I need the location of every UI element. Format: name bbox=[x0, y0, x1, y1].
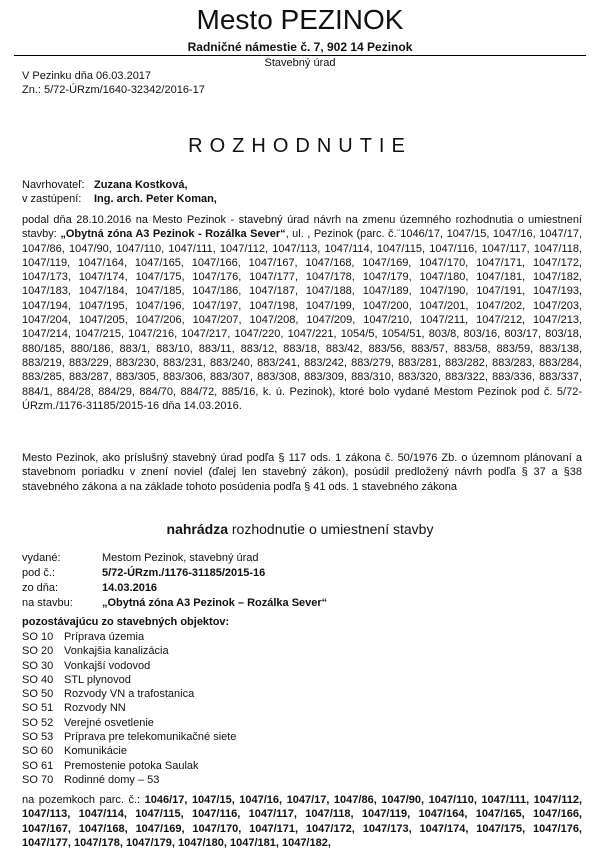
reference-number: Zn.: 5/72-ÚRzm/1640-32342/2016-17 bbox=[22, 84, 205, 96]
building-object-item bbox=[22, 759, 236, 773]
building-object-code: SO 61 bbox=[22, 759, 54, 772]
building-object-item bbox=[22, 659, 236, 673]
building-object-code: SO 52 bbox=[22, 716, 54, 729]
building-object-name: Príprava územia bbox=[64, 631, 145, 643]
construction-row bbox=[22, 596, 327, 610]
building-object-item bbox=[22, 701, 236, 715]
objects-list bbox=[22, 630, 236, 787]
decision-date-row bbox=[22, 581, 157, 595]
building-object-name: Komunikácie bbox=[64, 745, 127, 758]
building-object-name: Rozvody NN bbox=[64, 702, 126, 715]
decision-date-value: 14.03.2016 bbox=[102, 582, 158, 594]
building-object-code: SO 53 bbox=[22, 731, 54, 744]
replaces-statement bbox=[0, 521, 600, 537]
building-object-name: Premostenie potoka Saulak bbox=[64, 759, 199, 772]
building-object-code: SO 50 bbox=[22, 688, 54, 701]
representative-row bbox=[22, 192, 217, 206]
building-object-code: SO 20 bbox=[22, 645, 54, 658]
authority-paragraph: Mesto Pezinok, ako príslušný stavebný úrad podľa § 117 ods. 1 zákona č. 50/1976 Zb. o územnom plánovaní a stavebnom poriadku v znení noviel (ďalej len stavebný zákon), posúdil predložený návrh podľa § 37 a §38 stavebného zákona a na základe tohoto posúdenia podľa § 41 ods. 1 stavebného zákona bbox=[22, 452, 582, 493]
building-object-name: Príprava pre telekomunikačné siete bbox=[64, 731, 237, 744]
building-object-name: Rozvody VN a trafostanica bbox=[64, 688, 195, 701]
document-heading: ROZHODNUTIE bbox=[188, 135, 412, 157]
objects-title: pozostávajúcu zo stavebných objektov: bbox=[22, 616, 230, 628]
decision-number-row bbox=[22, 566, 265, 580]
building-object-item bbox=[22, 744, 236, 758]
construction-value: „Obytná zóna A3 Pezinok – Rozálka Sever“ bbox=[102, 597, 328, 609]
issued-by-value: Mestom Pezinok, stavebný úrad bbox=[102, 552, 259, 564]
building-object-item bbox=[22, 687, 236, 701]
proposal-paragraph bbox=[22, 213, 582, 413]
replaces-keyword: nahrádza bbox=[166, 521, 228, 537]
construction-label: na stavbu: bbox=[22, 597, 73, 609]
header-rule bbox=[14, 55, 586, 56]
decision-date-label: zo dňa: bbox=[22, 582, 59, 594]
building-object-item bbox=[22, 773, 236, 787]
applicant-row bbox=[22, 178, 188, 192]
decision-number-label: pod č.: bbox=[22, 567, 56, 579]
building-object-name: Rodinné domy – 53 bbox=[64, 773, 160, 786]
representative-label: v zastúpení: bbox=[22, 193, 82, 205]
replaces-rest: rozhodnutie o umiestnení stavby bbox=[228, 521, 434, 537]
building-object-name: Vonkajšia kanalizácia bbox=[64, 645, 169, 658]
issued-by-label: vydané: bbox=[22, 552, 61, 564]
issued-by-row bbox=[22, 551, 259, 565]
proposal-parcels: , ul. , Pezinok (parc. č.¨1046/17, 1047/15, 1047/16, 1047/17, 1047/86, 1047/90, 1047/110, 1047/111, 1047/112, 1047/113, 1047/114, 1047/115, 1047/116, 1047/117, 1047/118, 1047/119, 1047/164, 1047/165, 1047/166, 1047/167, 1047/168, 1047/169, 1047/170, 1047/171, 1047/172, 1047/173, 1047/174, 1047/175, 1047/176, 1047/177, 1047/178, 1047/179, 1047/180, 1047/181, 1047/182, 1047/183, 1047/184, 1047/185, 1047/186, 1047/187, 1047/188, 1047/189, 1047/190, 1047/191, 1047/193, 1047/194, 1047/195, 1047/196, 1047/197, 1047/198, 1047/199, 1047/200, 1047/201, 1047/202, 1047/203, 1047/204, 1047/205, 1047/206, 1047/207, 1047/208, 1047/209, 1047/210, 1047/211, 1047/212, 1047/213, 1047/214, 1047/215, 1047/216, 1047/217, 1047/220, 1047/221, 1054/5, 1054/51, 803/8, 803/16, 803/17, 803/18, 880/185, 880/186, 883/1, 883/10, 883/11, 883/12, 883/18, 883/42, 883/56, 883/57, 883/58, 883/59, 883/138, 883/219, 883/229, 883/230, 883/231, 883/240, 883/241, 883/242, 883/279, 883/281, 883/282, 883/283, 883/284, 883/285, 883/287, 883/305, 883/306, 883/307, 883/308, 883/309, 883/310, 883/320, 883/322, 883/336, 883/337, 884/1, 884/28, 884/29, 884/70, 884/72, 885/16, k. ú. Pezinok), ktoré bolo vydané Mestom Pezinok pod č. 5/72-ÚRzm./1176-31185/2015-16 dňa 14.03.2016. bbox=[22, 228, 582, 412]
project-name: „Obytná zóna A3 Pezinok - Rozálka Sever“ bbox=[60, 228, 286, 241]
office-name: Stavebný úrad bbox=[264, 57, 336, 69]
building-object-item bbox=[22, 630, 236, 644]
representative-name: Ing. arch. Peter Koman, bbox=[94, 193, 217, 205]
building-object-item bbox=[22, 730, 236, 744]
city-address: Radničné námestie č. 7, 902 14 Pezinok bbox=[187, 40, 413, 54]
decision-number-value: 5/72-ÚRzm./1176-31185/2015-16 bbox=[102, 567, 266, 579]
parcels-label: na pozemkoch parc. č.: bbox=[22, 794, 145, 806]
building-object-name: Verejné osvetlenie bbox=[64, 716, 154, 729]
building-object-code: SO 30 bbox=[22, 659, 54, 672]
date-line: V Pezinku dňa 06.03.2017 bbox=[22, 70, 152, 82]
building-object-code: SO 51 bbox=[22, 702, 54, 715]
parcels-list: 1046/17, 1047/15, 1047/16, 1047/17, 1047/86, 1047/90, 1047/110, 1047/111, 1047/112, 1047/113, 1047/114, 1047/115, 1047/116, 1047/117, 1047/118, 1047/119, 1047/164, 1047/165, 1047/166, 1047/167, 1047/168, 1047/169, 1047/170, 1047/171, 1047/172, 1047/173, 1047/174, 1047/175, 1047/176, 1047/177, 1047/178, 1047/179, 1047/180, 1047/181, 1047/182, bbox=[22, 794, 582, 850]
parcels-paragraph bbox=[22, 793, 582, 851]
building-object-code: SO 10 bbox=[22, 631, 54, 643]
building-object-code: SO 40 bbox=[22, 673, 54, 686]
building-object-item bbox=[22, 673, 236, 687]
building-object-item bbox=[22, 644, 236, 658]
proposal-intro: podal dňa 28.10.2016 na Mesto Pezinok - stavebný úrad návrh na zmenu územného rozhodnutia o umiestnení stavby: bbox=[22, 214, 582, 241]
building-object-code: SO 70 bbox=[22, 773, 54, 786]
building-object-name: STL plynovod bbox=[64, 673, 131, 686]
building-object-name: Vonkajší vodovod bbox=[64, 659, 151, 672]
building-object-code: SO 60 bbox=[22, 745, 54, 758]
city-title: Mesto PEZINOK bbox=[196, 4, 404, 35]
building-object-item bbox=[22, 716, 236, 730]
applicant-label: Navrhovateľ: bbox=[22, 179, 85, 191]
applicant-name: Zuzana Kostková, bbox=[94, 179, 188, 191]
